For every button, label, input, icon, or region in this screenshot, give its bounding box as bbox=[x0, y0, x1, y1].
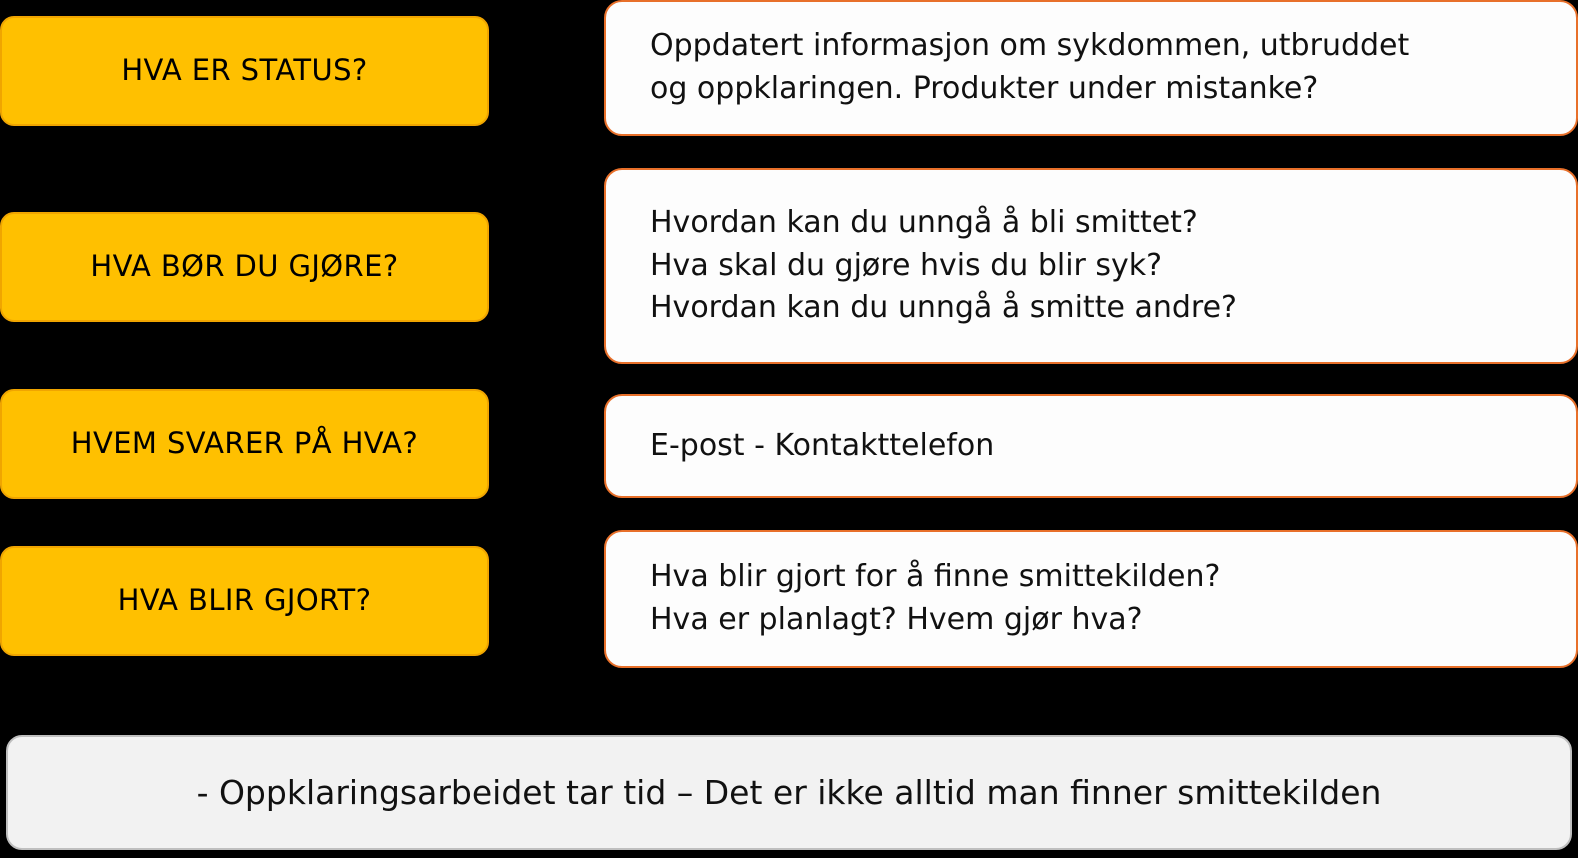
content-card-status bbox=[604, 0, 1578, 136]
content-card-line: E-post - Kontakttelefon bbox=[650, 427, 995, 463]
content-card-who-answers bbox=[604, 394, 1578, 498]
category-pill-what-to-do[interactable] bbox=[0, 212, 489, 322]
content-card-what-is-done bbox=[604, 530, 1578, 668]
category-pill-label: HVA ER STATUS? bbox=[121, 53, 368, 88]
category-pill-label: HVA BLIR GJORT? bbox=[117, 583, 372, 618]
content-card-line: Hva blir gjort for å finne smittekilden? bbox=[650, 559, 1221, 595]
footer-note-banner bbox=[6, 735, 1572, 850]
content-card-line: Hva er planlagt? Hvem gjør hva? bbox=[650, 602, 1143, 637]
content-card-line: Hvordan kan du unngå å smitte andre? bbox=[650, 290, 1237, 326]
content-card-line: og oppklaringen. Produkter under mistanke? bbox=[650, 71, 1319, 106]
content-card-line: Oppdatert informasjon om sykdommen, utbruddet bbox=[650, 28, 1410, 64]
category-pill-label: HVA BØR DU GJØRE? bbox=[90, 249, 399, 284]
category-pill-status[interactable] bbox=[0, 16, 489, 126]
content-card-what-to-do bbox=[604, 168, 1578, 364]
footer-note-text: - Oppklaringsarbeidet tar tid – Det er ikke alltid man finner smittekilden bbox=[196, 773, 1382, 812]
content-card-line: Hvordan kan du unngå å bli smittet? bbox=[650, 205, 1198, 241]
category-pill-what-is-done[interactable] bbox=[0, 546, 489, 656]
content-card-line: Hva skal du gjøre hvis du blir syk? bbox=[650, 247, 1163, 283]
category-pill-who-answers[interactable] bbox=[0, 389, 489, 499]
category-pill-label: HVEM SVARER PÅ HVA? bbox=[70, 426, 419, 461]
